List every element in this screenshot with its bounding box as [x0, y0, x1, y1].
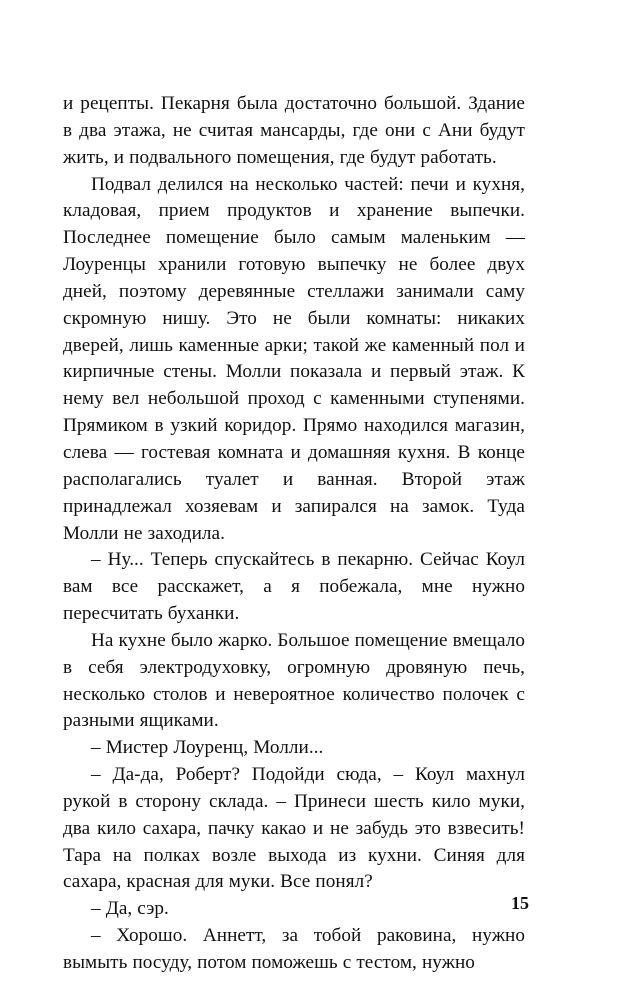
page-text	[63, 91, 525, 977]
paragraph-1: и рецепты. Пекарня была достаточно большой. Здание в два этажа, не считая мансарды, где они с Ани будут жить, и подвального помещения, где будут работать.	[63, 93, 525, 168]
page-number: 15	[511, 893, 529, 913]
paragraph-2: Подвал делился на несколько частей: печи и кухня, кладовая, прием продуктов и хранение выпечки. Последнее помещение было самым маленьким — Лоуренцы хранили готовую выпечку не более двух дней, поэтому деревянные стеллажи занимали саму скромную нишу. Это не были комнаты: никаких дверей, лишь каменные арки; такой же каменный пол и кирпичные стены. Молли показала и первый этаж. К нему вел небольшой проход с каменными ступенями. Прямиком в узкий коридор. Прямо находился магазин, слева — гостевая комната и домашняя кухня. В конце располагались туалет и ванная. Второй этаж принадлежал хозяевам и запирался на замок. Туда Молли не заходила.	[63, 173, 525, 544]
paragraph-7: – Да, сэр.	[91, 898, 169, 920]
paragraph-3: – Ну... Теперь спускайтесь в пекарню. Сейчас Коул вам все расскажет, а я побежала, мне нужно пересчитать буханки.	[63, 549, 525, 625]
paragraph-8: – Хорошо. Аннетт, за тобой раковина, нужно вымыть посуду, потом поможешь с тестом, нужно	[63, 925, 525, 973]
paragraph-5: – Мистер Лоуренц, Молли...	[91, 737, 324, 759]
paragraph-4: На кухне было жарко. Большое помещение вмещало в себя электродуховку, огромную дровяную печь, несколько столов и невероятное количество полочек с разными ящиками.	[63, 629, 525, 732]
paragraph-6: – Да-да, Роберт? Подойди сюда, – Коул махнул рукой в сторону склада. – Принеси шесть кило муки, два кило сахара, пачку какао и не забудь это взвесить! Тара на полках возле выхода из кухни. Синяя для сахара, красная для муки. Все понял?	[63, 764, 525, 893]
